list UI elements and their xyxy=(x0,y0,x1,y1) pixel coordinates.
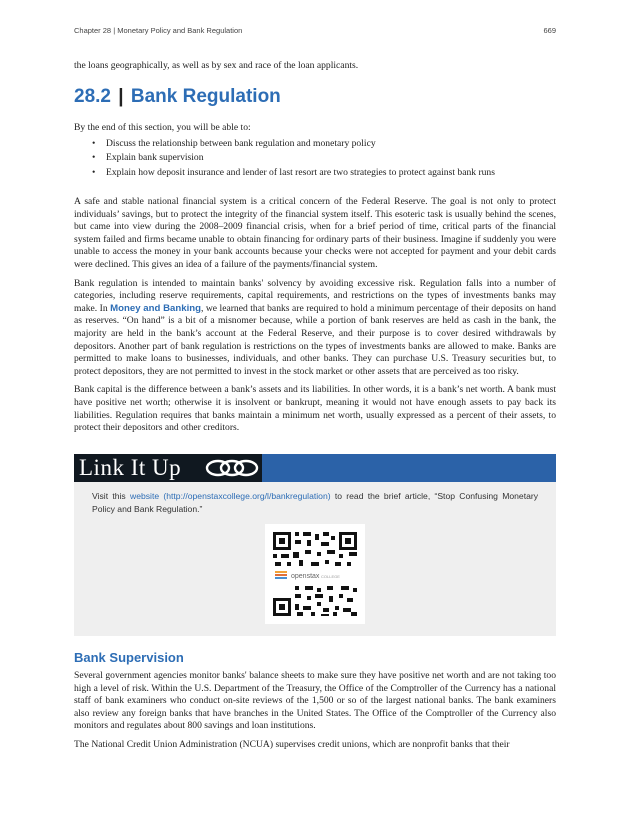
paragraph-bank-capital: Bank capital is the difference between a bank’s assets and its liabilities. In other words, it is a bank’s net worth. A bank must have positive net worth; otherwise it is insolvent or bankrupt, meaning it would not have enough assets to pay back its liabilities. Regulation requires that banks maintain a minimum net worth, usually expressed as a percent of their assets, to protect their depositors and other creditors. xyxy=(74,384,556,434)
objectives-intro: By the end of this section, you will be able to: xyxy=(74,122,251,133)
objective-item: • Explain how deposit insurance and lender of last resort are two strategies to protect against bank runs xyxy=(104,166,556,181)
running-header xyxy=(74,26,556,35)
link-it-up-box xyxy=(74,454,556,636)
openstax-logo-text: openstax xyxy=(291,573,320,580)
body-text xyxy=(74,196,556,435)
objectives-list xyxy=(74,137,556,181)
paragraph-bank-regulation xyxy=(74,278,556,379)
paragraph-financial-system: A safe and stable national financial system is a critical concern of the Federal Reserve. The goal is not only to protect individuals’ savings, but to protect the integrity of the financial system itself. This esoteric task is usually behind the scenes, but came into view during the 2008–2009 financial crisis, when for a brief period of time, critical parts of the financial system failed and firms became unable to obtain financing for ordinary parts of their business. Imagine if suddenly you were unable to access the money in your bank accounts because your checks were not accepted for payment and your debit cards were declined. This gives an idea of a failure of the payments/financial system. xyxy=(74,196,556,270)
paragraph-text: , we learned that banks are required to hold a minimum percentage of their deposits on hand as reserves. “On hand” is a bit of a misnomer because, while a portion of bank reserves are held as cash in the bank, the majority are held in the bank’s account at the Federal Reserve, and their purpose is to cover desired withdrawals by depositors. Another part of bank regulation is restrictions on the types of investments banks are allowed to make. Banks are permitted to make loans to businesses, individuals, and other banks. They can purchase U.S. Treasury securities but, to protect depositors, they are not permitted to invest in the stock market or other assets that are perceived as too risky. xyxy=(74,302,556,377)
link-it-up-text: Visit this website (http://openstaxcollege.org/l/bankregulation) to read the brief article, “Stop Confusing Monetary Policy and Bank Regulation.” xyxy=(92,491,539,514)
objective-item: • Discuss the relationship between bank regulation and monetary policy xyxy=(104,137,556,152)
paragraph-text: Bank regulation is intended to maintain banks' solvency by avoiding excessive risk. Regulation falls into a number of categories, including reserve requirements, capital requirements, and restrictions on the types of investments banks may make. In xyxy=(74,277,556,314)
bank-supervision-text xyxy=(74,670,556,752)
learning-objectives xyxy=(74,122,556,180)
objective-item: • Explain bank supervision xyxy=(104,151,556,166)
section-separator: | xyxy=(118,86,124,107)
section-number: 28.2 xyxy=(74,86,111,107)
section-name: Bank Regulation xyxy=(130,86,281,107)
openstax-logo-suffix: COLLEGE xyxy=(321,574,340,579)
chapter-title: Chapter 28 | Monetary Policy and Bank Regulation xyxy=(74,26,243,35)
money-and-banking-link[interactable]: Money and Banking xyxy=(110,302,201,314)
section-title xyxy=(74,86,281,108)
paragraph-ncua: The National Credit Union Administration (NCUA) supervises credit unions, which are nonprofit banks that their xyxy=(74,738,510,750)
continued-text: the loans geographically, as well as by sex and race of the loan applicants. xyxy=(74,60,359,71)
qr-code[interactable] xyxy=(265,524,365,624)
paragraph-agencies: Several government agencies monitor banks' balance sheets to make sure they have positive net worth and are not taking too high a level of risk. Within the U.S. Department of the Treasury, the Office of the Comptroller of the Currency has a national staff of bank examiners who conduct on-site reviews of the 1,500 or so of the largest national banks. The bank examiners also review any foreign banks that have branches in the United States. The Office of the Comptroller of the Currency also monitors and regulates about 800 savings and loan institutions. xyxy=(74,670,556,732)
link-it-up-banner xyxy=(74,454,556,482)
chain-link-icon xyxy=(204,458,260,478)
page-number: 669 xyxy=(543,26,556,35)
bank-regulation-website-link[interactable]: website (http://openstaxcollege.org/l/bankregulation) xyxy=(129,491,331,501)
bank-supervision-heading: Bank Supervision xyxy=(74,650,184,665)
link-it-up-title: Link It Up xyxy=(79,455,182,480)
